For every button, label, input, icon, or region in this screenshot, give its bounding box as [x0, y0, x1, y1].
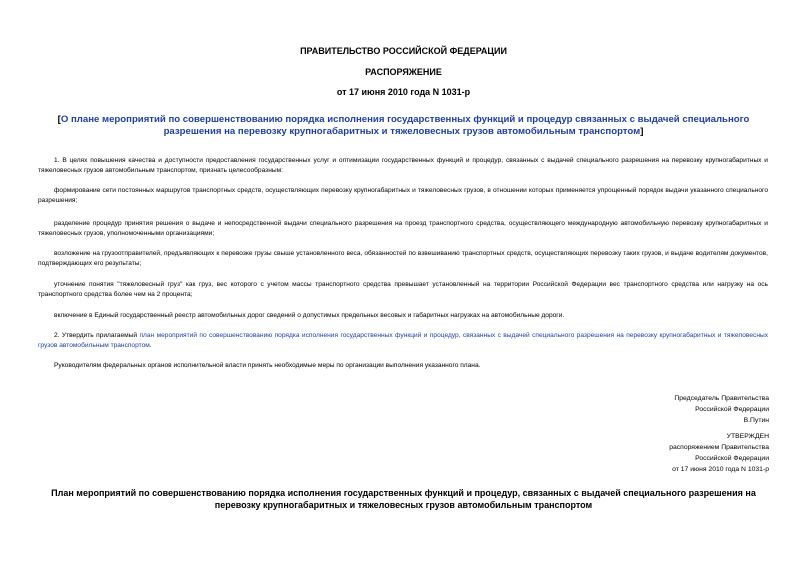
date-number-heading: от 17 июня 2010 года N 1031-р: [336, 87, 471, 97]
title-link[interactable]: О плане мероприятий по совершенствованию порядка исполнения государственных функций и процедур связанных с выдачей специального разрешения на перевозку крупногабаритных и тяжеловесных грузов автомобильным транспортом: [60, 114, 750, 137]
signature-line-2: Российской Федерации: [695, 406, 769, 413]
approval-line-4: от 17 июня 2010 года N 1031-р: [672, 466, 769, 473]
paragraph-2: формирование сети постоянных маршрутов транспортных средств, осуществляющих перевозку крупногабаритных и тяжеловесных грузов, в отношении которых применяется упрощенный порядок выдачи указанного специального разрешения;: [38, 187, 768, 204]
paragraph-7-prefix: 2. Утвердить прилагаемый: [54, 332, 140, 339]
paragraph-3: разделение процедур принятия решения о выдаче и непосредственной выдачи специального разрешения на проезд транспортного средства, осуществляющего международную автомобильную перевозку крупногабаритных и тяжеловесных грузов, уполномоченными организациями;: [38, 220, 768, 237]
document-title: [40, 114, 767, 138]
approval-line-1: УТВЕРЖДЕН: [726, 433, 769, 440]
signature-block: [674, 393, 769, 426]
government-heading: ПРАВИТЕЛЬСТВО РОССИЙСКОЙ ФЕДЕРАЦИИ: [300, 46, 507, 56]
title-close-bracket: ]: [640, 126, 644, 137]
signature-line-1: Председатель Правительства: [674, 395, 769, 402]
plan-link[interactable]: план мероприятий по совершенствованию порядка исполнения государственных функций и процедур, связанных с выдачей специального разрешения на перевозку крупногабаритных и тяжеловесных грузов автомобильным транспортом: [38, 332, 768, 349]
paragraph-4: возложение на грузоотправителей, предъявляющих к перевозке грузы свыше установленного веса, обязанностей по взвешиванию транспортных средств, осуществляющих перевозку таких грузов, и выдаче водителям документов, подтверждающих его результаты;: [38, 250, 768, 267]
document-type-heading: РАСПОРЯЖЕНИЕ: [365, 67, 442, 77]
approval-line-2: распоряжением Правительства: [669, 444, 769, 451]
paragraph-7: [38, 331, 768, 351]
signature-line-3: В.Путин: [743, 417, 769, 424]
paragraph-5: уточнение понятия "тяжеловесный груз" как груз, вес которого с учетом массы транспортного средства превышает установленный на территории Российской Федерации вес транспортного средства или нагрузку на ось транспортного средства более чем на 2 процента;: [38, 281, 768, 298]
paragraph-8: Руководителям федеральных органов исполнительной власти принять необходимые меры по организации выполнения указанного плана.: [54, 362, 481, 369]
approval-line-3: Российской Федерации: [695, 455, 769, 462]
paragraph-1: 1. В целях повышения качества и доступности предоставления государственных услуг и оптимизации государственных функций и процедур, связанных с выдачей специального разрешения на перевозку крупногабаритных и тяжеловесных грузов автомобильным транспортом, признать целесообразным:: [38, 157, 768, 174]
title-open-bracket: [: [57, 114, 61, 125]
paragraph-7-suffix: .: [149, 342, 152, 349]
approval-block: [669, 431, 769, 475]
plan-title: План мероприятий по совершенствованию порядка исполнения государственных функций и процедур, связанных с выдачей специального разрешения на перевозку крупногабаритных и тяжеловесных грузов автомобильным транспортом: [51, 488, 756, 510]
paragraph-6: включение в Единый государственный реестр автомобильных дорог сведений о допустимых предельных весовых и габаритных нагрузках на автомобильные дороги.: [54, 312, 565, 319]
